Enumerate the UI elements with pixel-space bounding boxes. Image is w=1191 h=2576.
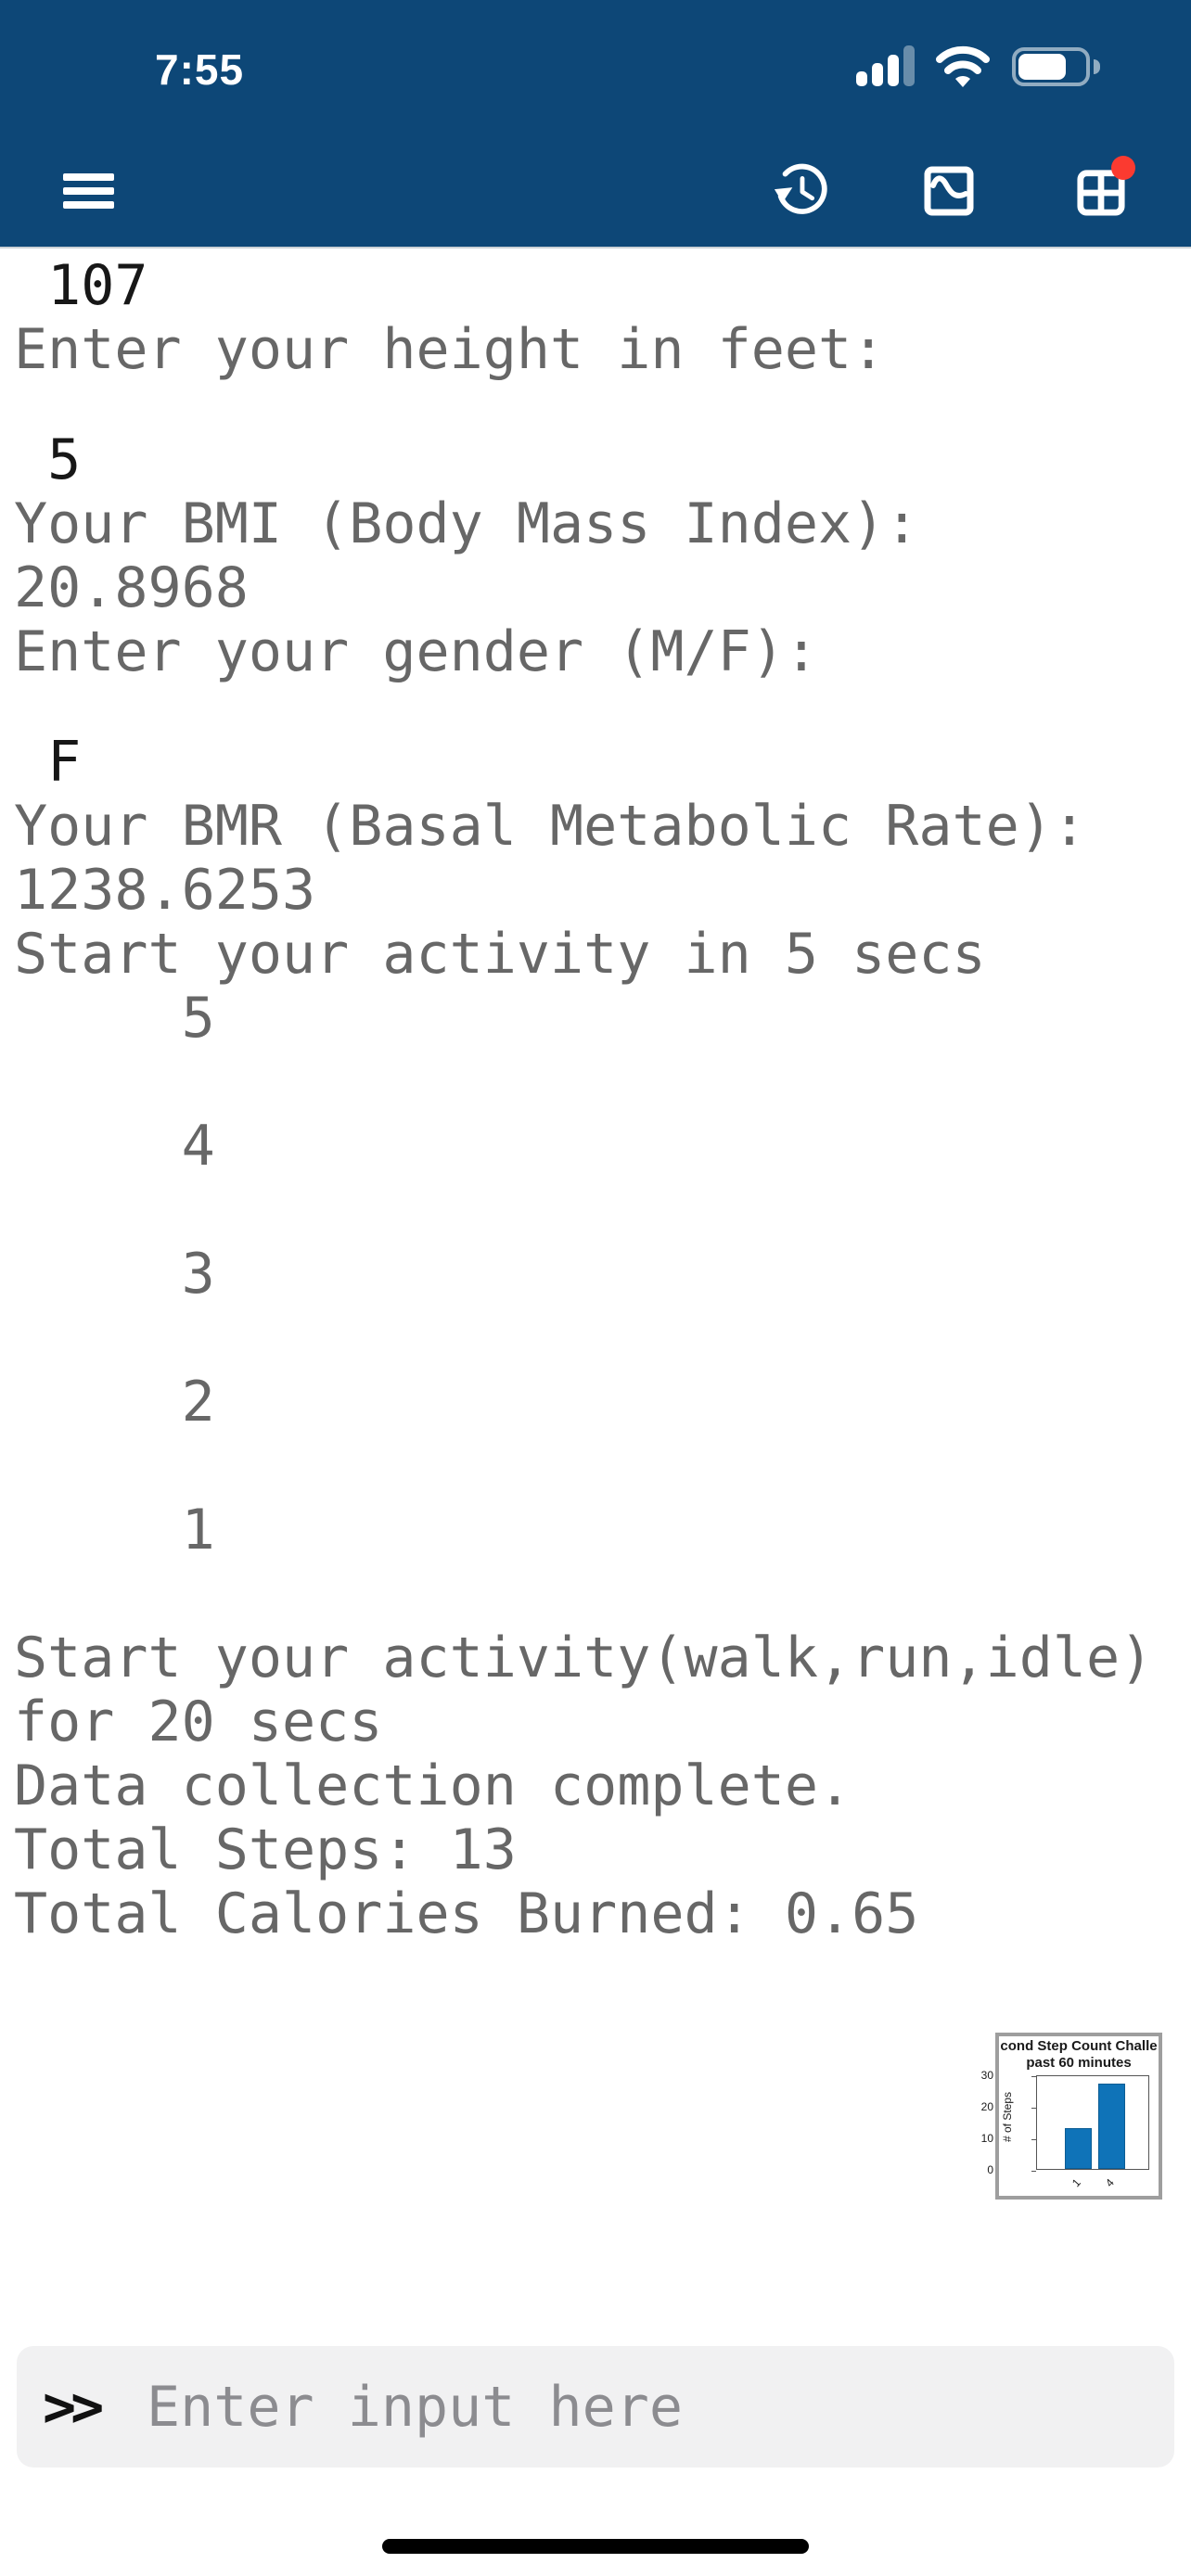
console-line: 2: [14, 1370, 215, 1435]
chart-bar: [1065, 2128, 1092, 2169]
console-line: 20.8968: [14, 555, 249, 620]
console-line: 3: [14, 1242, 215, 1307]
console-line: 4: [14, 1114, 215, 1179]
signal-bar-dim: [903, 45, 915, 86]
console-line: 5: [14, 427, 82, 492]
chart-wave-icon[interactable]: [923, 165, 975, 217]
menu-icon[interactable]: [63, 173, 114, 209]
chart-y-axis-label: # of Steps: [1001, 2091, 1014, 2143]
console-output: [0, 250, 1191, 1946]
signal-bar: [888, 55, 899, 86]
y-tick-label: 10: [980, 2132, 993, 2145]
console-line: 1238.6253: [14, 858, 316, 923]
console-line: [14, 1562, 1191, 1626]
console-line: Enter your gender (M/F):: [14, 619, 818, 684]
chart-title-line2: past 60 minutes: [1026, 2055, 1132, 2071]
console-line: Start your activity in 5 secs: [14, 922, 986, 987]
console-line: Your BMI (Body Mass Index):: [14, 491, 919, 556]
signal-bar: [856, 71, 867, 86]
input-placeholder: Enter input here: [147, 2375, 683, 2440]
console-line: [14, 1051, 1191, 1115]
console-line: for 20 secs: [14, 1690, 383, 1754]
cellular-signal-icon: [856, 45, 917, 86]
chart-bar: [1098, 2084, 1125, 2169]
y-tick-mark: [1031, 2076, 1036, 2077]
notification-badge: [1111, 156, 1135, 180]
console-line: Total Steps: 13: [14, 1817, 517, 1882]
chart-title-line1: cond Step Count Challe: [1000, 2038, 1158, 2054]
prompt-chevrons: >>: [43, 2375, 99, 2440]
console-line: 5: [14, 986, 215, 1051]
battery-cap: [1094, 59, 1100, 74]
y-tick-mark: [1031, 2171, 1036, 2172]
home-indicator[interactable]: [382, 2539, 809, 2554]
battery-fill: [1018, 54, 1066, 80]
console-line: Your BMR (Basal Metabolic Rate):: [14, 794, 1086, 859]
console-line: [14, 1307, 1191, 1371]
battery-icon: [1012, 47, 1090, 86]
y-tick-mark: [1031, 2108, 1036, 2109]
signal-bar: [872, 63, 883, 86]
console-line: Enter your height in feet:: [14, 317, 886, 382]
wifi-icon: [936, 45, 990, 88]
console-input-field[interactable]: [17, 2346, 1174, 2468]
console-line: Start your activity(walk,run,idle): [14, 1626, 1154, 1690]
console-line: Total Calories Burned: 0.65: [14, 1881, 919, 1946]
console-line: 107: [14, 253, 148, 318]
y-tick-label: 30: [980, 2069, 993, 2082]
x-tick-label: 1: [1069, 2175, 1083, 2190]
console-line: [14, 1435, 1191, 1498]
y-tick-label: 20: [980, 2100, 993, 2113]
status-time: 7:55: [155, 45, 245, 94]
chart-thumbnail[interactable]: [980, 2033, 1162, 2200]
y-tick-mark: [1031, 2139, 1036, 2140]
chart-plot-area: [1036, 2075, 1149, 2190]
header-bar: [0, 0, 1191, 249]
console-line: [14, 1179, 1191, 1243]
history-icon[interactable]: [773, 162, 830, 220]
console-line: Data collection complete.: [14, 1753, 852, 1818]
x-tick-label: 4: [1102, 2175, 1117, 2190]
console-line: F: [14, 730, 82, 795]
console-line: 1: [14, 1498, 215, 1562]
y-tick-label: 0: [987, 2163, 993, 2176]
